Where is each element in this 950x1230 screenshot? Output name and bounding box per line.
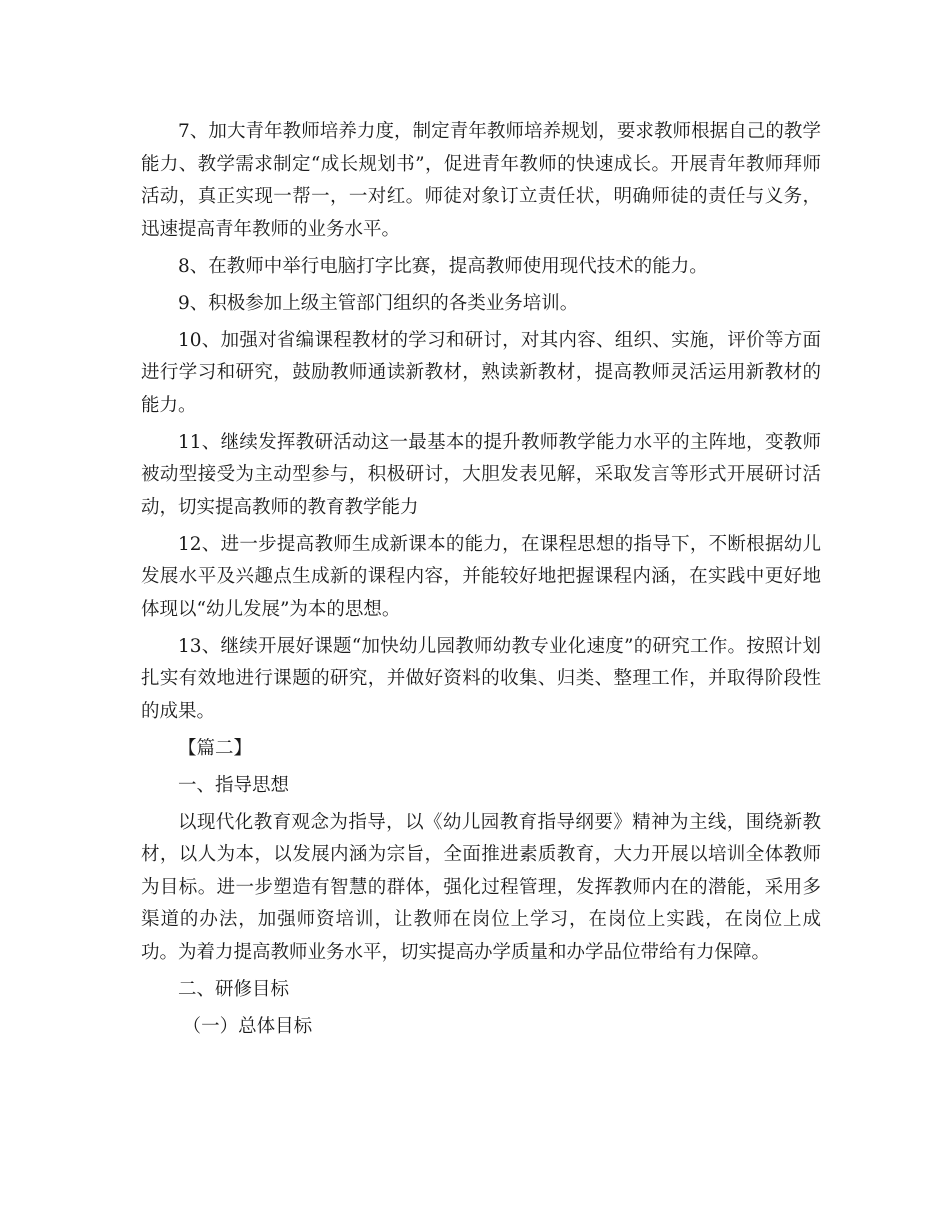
heading-overall-goals: （一）总体目标 — [182, 1015, 313, 1037]
paragraph-item-11: 11、继续发挥教研活动这一最基本的提升教师教学能力水平的主阵地，变教师被动型接受为主动型参与，积极研讨，大胆发表见解，采取发言等形式开展研讨活动，切实提高教师的教育教学能力 — [141, 431, 821, 518]
document-body — [141, 116, 821, 1048]
heading-guiding-thought: 一、指导思想 — [178, 774, 290, 796]
paragraph-item-8: 8、在教师中举行电脑打字比赛，提高教师使用现代技术的能力。 — [178, 255, 708, 277]
guiding-thought-paragraph: 以现代化教育观念为指导，以《幼儿园教育指导纲要》精神为主线，围绕新教材，以人为本，以发展内涵为宗旨，全面推进素质教育，大力开展以培训全体教师为目标。进一步塑造有智慧的群体，强化过程管理，发挥教师内在的潜能，采用多渠道的办法，加强师资培训，让教师在岗位上学习，在岗位上实践，在岗位上成功。为着力提高教师业务水平，切实提高办学质量和办学品位带给有力保障。 — [141, 811, 821, 963]
paragraph-item-10: 10、加强对省编课程教材的学习和研讨，对其内容、组织、实施，评价等方面进行学习和研究，鼓励教师通读新教材，熟读新教材，提高教师灵活运用新教材的能力。 — [141, 329, 821, 416]
paragraph-item-13: 13、继续开展好课题“加快幼儿园教师幼教专业化速度”的研究工作。按照计划扎实有效地进行课题的研究，并做好资料的收集、归类、整理工作，并取得阶段性的成果。 — [141, 635, 821, 722]
paragraph-item-9: 9、积极参加上级主管部门组织的各类业务培训。 — [178, 292, 579, 314]
paragraph-item-7: 7、加大青年教师培养力度，制定青年教师培养规划，要求教师根据自己的教学能力、教学需求制定“成长规划书”，促进青年教师的快速成长。开展青年教师拜师活动，真正实现一帮一，一对红。师徒对象订立责任状，明确师徒的责任与义务，迅速提高青年教师的业务水平。 — [141, 121, 821, 240]
section-title: 【篇二】 — [178, 737, 253, 759]
paragraph-item-12: 12、进一步提高教师生成新课本的能力，在课程思想的指导下，不断根据幼儿发展水平及兴趣点生成新的课程内容，并能较好地把握课程内涵，在实践中更好地体现以“幼儿发展”为本的思想。 — [141, 533, 821, 620]
heading-training-goals: 二、研修目标 — [178, 978, 290, 1000]
